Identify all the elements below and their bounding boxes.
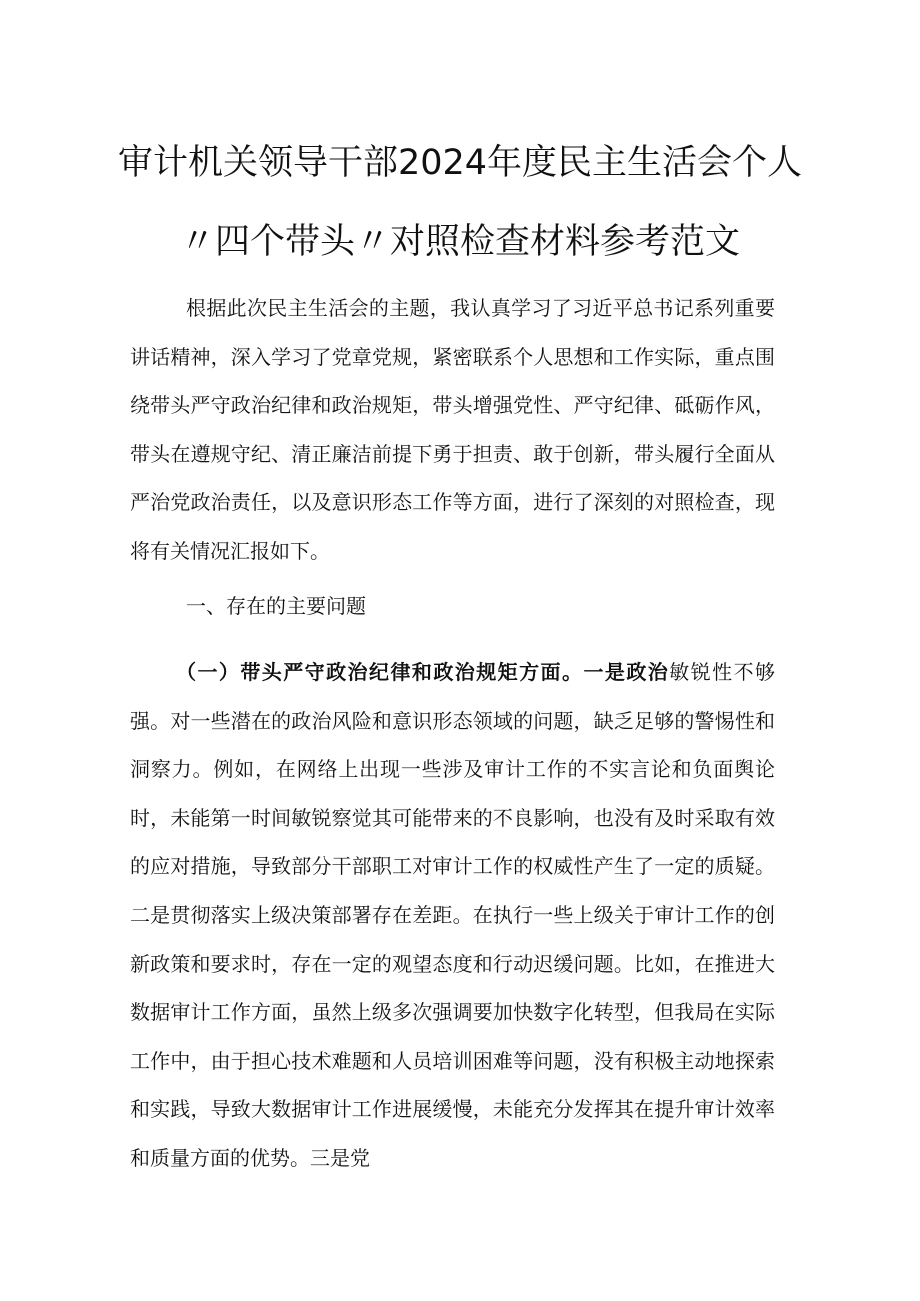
intro-paragraph: 根据此次民主生活会的主题，我认真学习了习近平总书记系列重要讲话精神，深入学习了党章党规，紧密联系个人思想和工作实际，重点围绕带头严守政治纪律和政治规矩，带头增强党性、严守纪律、砥砺作风，带头在遵规守纪、清正廉洁前提下勇于担责、敢于创新，带头履行全面从严治党政治责任，以及意识形态工作等方面，进行了深刻的对照检查，现将有关情况汇报如下。 [130,296,775,563]
document-title-line-2: 〃四个带头〃对照检查材料参考范文 [179,222,740,262]
subsection-paragraph [130,648,775,1183]
section-heading: 一、存在的主要问题 [186,594,366,618]
subsection-text: 敏锐性不够强。对一些潜在的政治风险和意识形态领域的问题，缺乏足够的警惕性和洞察力。例如，在网络上出现一些涉及审计工作的不实言论和负面舆论时，未能第一时间敏锐察觉其可能带来的不良影响，也没有及时采取有效的应对措施，导致部分干部职工对审计工作的权威性产生了一定的质疑。二是贯彻落实上级决策部署存在差距。在执行一些上级关于审计工作的创新政策和要求时，存在一定的观望态度和行动迟缓问题。比如，在推进大数据审计工作方面，虽然上级多次强调要加快数字化转型，但我局在实际工作中，由于担心技术难题和人员培训困难等问题，没有积极主动地探索和实践，导致大数据审计工作进展缓慢，未能充分发挥其在提升审计效率和质量方面的优势。三是党 [130,660,776,1170]
document-title-line-1: 审计机关领导干部2024年度民主生活会个人 [117,143,803,183]
subsection-lead: 一是政治 [583,660,670,684]
subsection-heading: （一）带头严守政治纪律和政治规矩方面。 [176,660,584,684]
